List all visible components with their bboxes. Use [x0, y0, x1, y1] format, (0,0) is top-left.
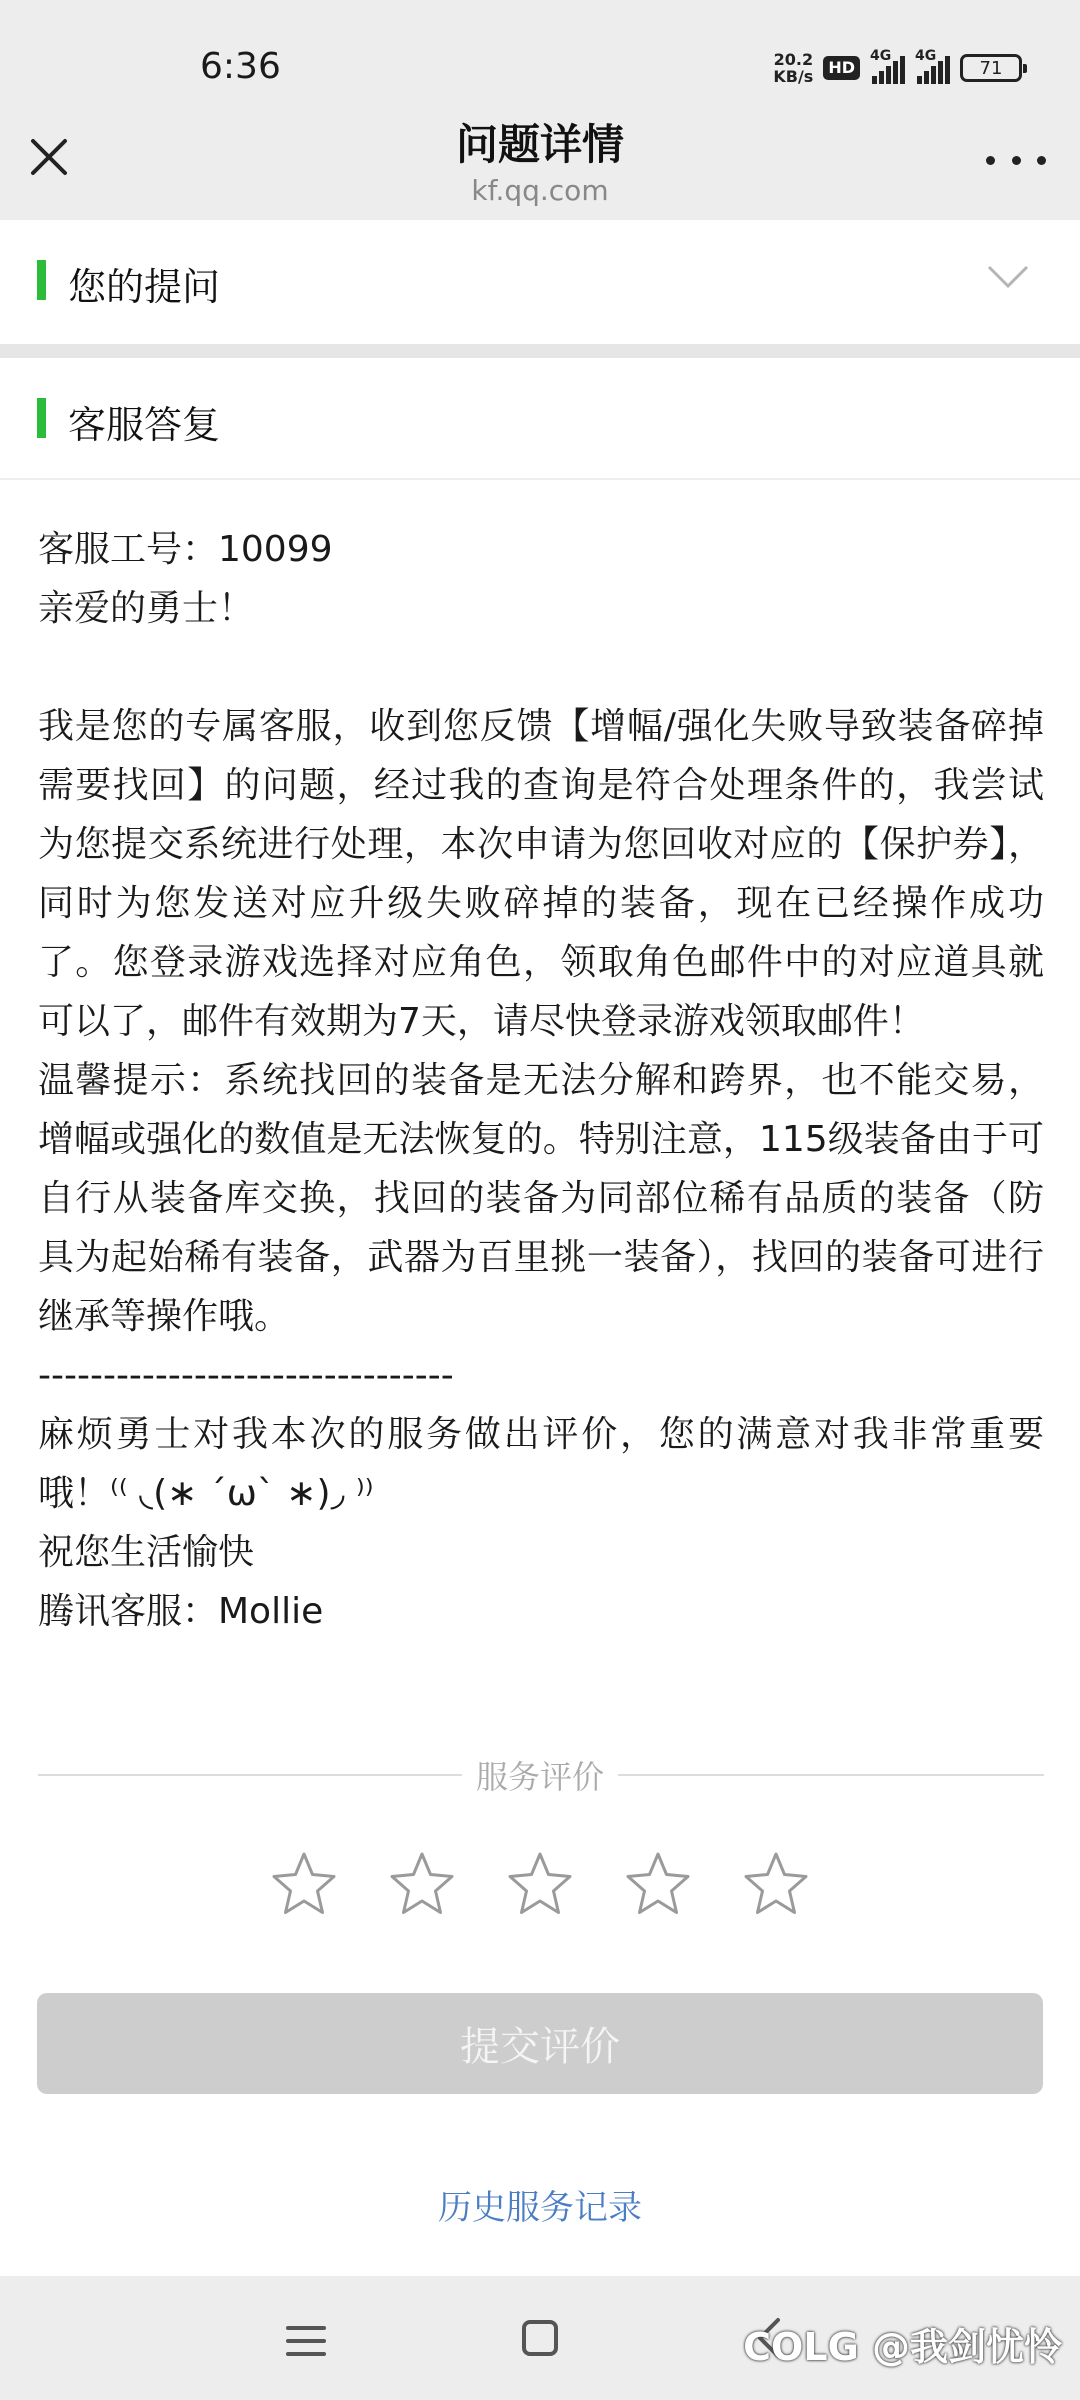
signature-line: 腾讯客服：Mollie	[38, 1591, 324, 1632]
agent-id-line: 客服工号：10099	[38, 529, 333, 570]
blank-line	[38, 638, 1044, 697]
chevron-down-icon[interactable]	[986, 262, 1030, 292]
star-icon[interactable]	[506, 1850, 574, 1918]
star-icon[interactable]	[270, 1850, 338, 1918]
system-nav-bar	[0, 2276, 1080, 2400]
section-accent-bar	[37, 398, 46, 438]
status-time: 6:36	[200, 46, 281, 87]
battery-level: 71	[979, 57, 1003, 79]
network-speed-unit: KB/s	[773, 67, 814, 86]
hd-badge: HD	[823, 56, 860, 80]
cs-reply-label: 客服答复	[68, 403, 221, 447]
home-icon[interactable]	[522, 2320, 558, 2356]
wishes-line: 祝您生活愉快	[38, 1532, 255, 1573]
top-bar	[0, 0, 1080, 220]
rating-title	[0, 1752, 1080, 1798]
cs-reply-section	[0, 360, 1080, 476]
dash-separator: --------------------------------	[38, 1355, 454, 1396]
star-icon[interactable]	[624, 1850, 692, 1918]
battery-icon	[960, 54, 1022, 82]
star-icon[interactable]	[388, 1850, 456, 1918]
more-dot-icon	[1037, 156, 1046, 165]
section-separator	[0, 344, 1080, 358]
reply-paragraph-tips: 温馨提示：系统找回的装备是无法分解和跨界，也不能交易，增幅或强化的数值是无法恢复的。特别注意，115级装备由于可自行从装备库交换，找回的装备为同部位稀有品质的装备（防具为起始稀有装备，武器为百里挑一装备），找回的装备可进行继承等操作哦。	[38, 1060, 1044, 1337]
signal-icon	[870, 48, 905, 84]
greeting-line: 亲爱的勇士！	[38, 588, 255, 629]
rating-title-text: 服务评价	[462, 1758, 618, 1796]
menu-icon[interactable]	[286, 2324, 326, 2358]
section-accent-bar	[37, 260, 46, 300]
rating-request-line: 麻烦勇士对我本次的服务做出评价，您的满意对我非常重要哦！⁽⁽ ◟(∗ ˊωˋ ∗)◞ ⁾⁾	[38, 1414, 1044, 1514]
your-question-section[interactable]	[0, 222, 1080, 338]
signal-icon-2	[915, 48, 950, 84]
star-rating[interactable]	[0, 1850, 1080, 1918]
reply-paragraph-main: 我是您的专属客服，收到您反馈【增幅/强化失败导致装备碎掉需要找回】的问题，经过我的查询是符合处理条件的，我尝试为您提交系统进行处理，本次申请为您回收对应的【保护券】，同时为您发送对应升级失败碎掉的装备，现在已经操作成功了。您登录游戏选择对应角色，领取角色邮件中的对应道具就可以了，邮件有效期为7天，请尽快登录游戏领取邮件！	[38, 706, 1044, 1042]
more-dot-icon	[986, 156, 995, 165]
network-type-2: 4G	[915, 48, 937, 64]
watermark: COLG @我剑忧怜	[743, 2325, 1062, 2369]
star-icon[interactable]	[742, 1850, 810, 1918]
history-records-link[interactable]: 历史服务记录	[438, 2188, 642, 2228]
page-title: 问题详情	[455, 120, 624, 169]
your-question-label: 您的提问	[68, 265, 221, 309]
divider	[0, 478, 1080, 480]
submit-rating-button[interactable]: 提交评价	[37, 1993, 1043, 2094]
network-type-1: 4G	[870, 48, 892, 64]
network-speed	[773, 51, 813, 85]
more-dot-icon	[1012, 156, 1021, 165]
more-options-button[interactable]	[986, 140, 1046, 180]
page-url: kf.qq.com	[471, 174, 609, 207]
reply-body	[38, 520, 1044, 1641]
network-speed-value: 20.2	[773, 50, 814, 69]
status-icons	[773, 48, 1022, 88]
